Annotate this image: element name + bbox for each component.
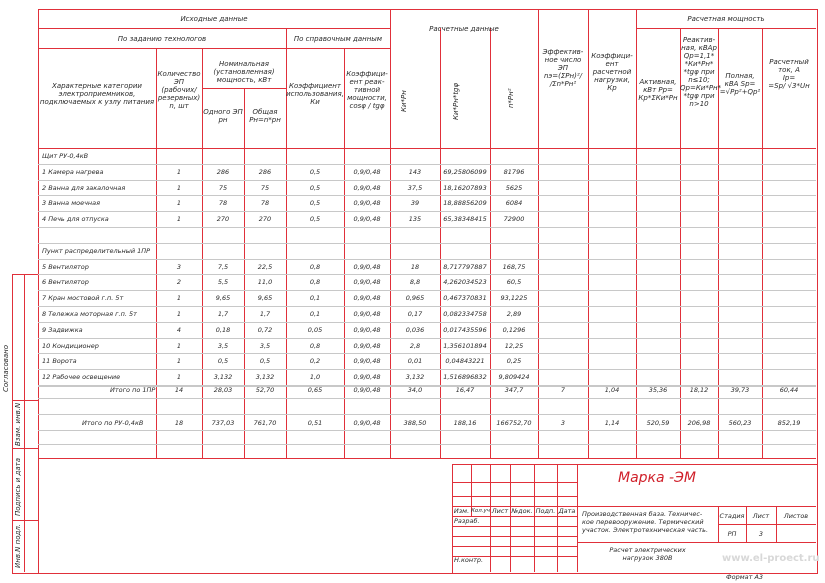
stamp-listov: Листов [783,512,809,520]
row-cell-kipn: 37,5 [407,183,423,192]
stamp-razrab: Разраб. [454,517,480,525]
row-cell-pn: 1,7 [217,310,229,318]
header-source-data: Исходные данные [180,15,248,23]
row-cell-kipntg: 0,467370831 [443,294,487,303]
stamp-list-val: 3 [758,530,764,538]
row-cell-Pn: 78 [260,199,270,208]
row-cell-n: 1 [176,373,182,382]
row-cell-cos: 0,9/0,48 [353,262,381,271]
row-cell-pn: 270 [216,215,230,224]
row-name: Щит РУ-0,4кВ [42,152,89,160]
row-cell-pn: 3,132 [213,373,233,382]
row-cell-ki: 0,2 [309,357,321,366]
row-cell-kipntg: 0,017435596 [443,325,487,334]
row-cell-n: 1 [176,183,182,192]
stamp-project: Производственная база. Техничес- кое перевооружение. Термический участок. Электротехническая часть. [582,510,709,534]
row-cell-kipntg: 65,38348415 [443,215,487,224]
row-cell-kipn: 0,01 [407,357,423,366]
col-one: Одного ЭП pн [203,108,243,124]
row-cell-npn2: 0,25 [506,357,522,366]
row-cell-n: 1 [176,215,182,224]
col-ne: Эффектив- ное число ЭП nэ=(ΣPн)²/ /Σn*Pн² [542,48,584,88]
row-cell-kipntg: 18,88856209 [443,199,487,208]
row-cell-n: 1 [176,294,182,303]
row-cell-n: 1 [176,199,182,208]
watermark: www.el-proect.ru [722,553,820,564]
row-cell-cos: 0,9/0,48 [353,341,381,350]
row-cell-npn2: 5625 [505,183,523,192]
stamp-kuch: Кол.уч [471,508,491,514]
sidebar-inv: Инв.N подл. [14,523,22,568]
header-by-reference: По справочным данным [293,35,383,43]
row-cell-Pn: 270 [258,215,272,224]
row-name: 10 Кондиционер [42,341,99,350]
row-cell-cos: 0,9/0,48 [353,310,381,318]
row-name: 12 Рабочее освещение [42,373,121,382]
row-cell-ki: 1,0 [309,373,321,382]
row-cell-cos: 0,9/0,48 [353,167,381,176]
row-name: 7 Кран мостовой г.п. 5т [42,294,124,303]
row-cell-pn: 5,5 [217,278,229,287]
col-category: Характерные категории электроприемников, подключаемых к узлу питания [39,82,155,106]
row-cell-kipntg: 1,516896832 [443,373,487,382]
col-npn2: n*Pн² [507,88,515,108]
row-cell-Pn: 22,5 [257,262,273,271]
row-cell-npn2: 0,1296 [502,325,526,334]
col-nominal: Номинальная (установленная) мощность, кВт [213,60,275,84]
row-cell-Pn: 3,132 [255,373,275,382]
row-cell-kipn: 143 [408,167,422,176]
row-cell-n: 3 [176,262,182,271]
row-cell-pn: 78 [218,199,228,208]
row-cell-cos: 0,9/0,48 [353,183,381,192]
row-cell-pn: 9,65 [215,294,231,303]
col-count: Количество ЭП (рабочих/ резервных) n, шт [157,70,201,110]
row-cell-kipn: 0,17 [407,310,423,318]
row-cell-Pn: 9,65 [257,294,273,303]
row-cell-cos: 0,9/0,48 [353,215,381,224]
stamp-nkontr: Н.контр. [454,556,484,564]
col-ki: Коэффициент использования, Ки [286,82,344,106]
row-cell-ki: 0,1 [309,294,321,303]
col-current: Расчетный ток, А Ip= =Sp/ √3*Uн [768,58,810,90]
row-name: 5 Вентилятор [42,262,89,271]
header-calc-data: Расчетные данные [429,25,499,33]
row-cell-kipn: 2,8 [409,341,421,350]
row-cell-n: 1 [176,167,182,176]
col-kp: Коэффици- ент расчетной нагрузки, Кр [591,52,633,92]
sidebar-podpis: Подпись и дата [14,458,22,516]
col-active: Активная, кВт Рр= Кр*ΣКи*Рн [638,78,678,102]
row-name: 6 Вентилятор [42,278,89,287]
row-cell-kipntg: 0,04843221 [445,357,485,366]
row-cell-Pn: 286 [258,167,272,176]
row-cell-kipn: 18 [410,262,420,271]
row-cell-ki: 0,8 [309,278,321,287]
row-cell-cos: 0,9/0,48 [353,357,381,366]
row-cell-ki: 0,8 [309,262,321,271]
row-cell-ki: 0,5 [309,183,321,192]
row-cell-kipntg: 4,262034523 [443,278,487,287]
row-cell-pn: 7,5 [217,262,229,271]
row-name: 2 Ванна для закалочная [42,183,126,192]
row-cell-npn2: 2,89 [506,310,522,318]
stamp-podp: Подп. [535,507,556,515]
row-cell-cos: 0,9/0,48 [353,294,381,303]
row-cell-kipntg: 69,25806099 [443,167,487,176]
stamp-mark: Марка -ЭМ [618,470,696,486]
col-kipntg: Ки*Рн*tgφ [452,82,460,120]
row-name: Пункт распределительный 1ПР [42,246,151,255]
header-calc-power: Расчетная мощность [687,15,765,23]
row-cell-n: 4 [176,325,182,334]
row-cell-npn2: 81796 [503,167,525,176]
row-cell-ki: 0,5 [309,215,321,224]
row-cell-n: 2 [176,278,182,287]
sidebar-vzam: Взам. инв.N [14,402,22,446]
row-cell-kipn: 8,8 [409,278,421,287]
row-cell-pn: 3,5 [217,341,229,350]
row-name: 4 Печь для отпуска [42,215,109,224]
row-cell-pn: 0,5 [217,357,229,366]
row-cell-kipn: 0,036 [405,325,425,334]
row-cell-npn2: 93,1225 [500,294,528,303]
row-cell-Pn: 75 [260,183,270,192]
row-cell-n: 1 [176,310,182,318]
row-cell-ki: 0,1 [309,310,321,318]
row-cell-Pn: 1,7 [259,310,271,318]
row-cell-npn2: 72900 [503,215,525,224]
stamp-list: Лист [491,507,509,515]
row-cell-cos: 0,9/0,48 [353,278,381,287]
row-cell-ki: 0,8 [309,341,321,350]
row-cell-npn2: 168,75 [502,262,526,271]
row-cell-kipntg: 1,356101894 [443,341,487,350]
stamp-sheet-title: Расчет электрических нагрузок 380В [609,546,686,562]
row-name: 3 Ванна моечная [42,199,101,208]
col-full: Полная, кВА Sp= =√Pp²+Qp² [719,72,761,96]
stamp-izm: Изм. [453,507,470,515]
row-cell-kipntg: 18,16207893 [443,183,487,192]
row-cell-cos: 0,9/0,48 [353,199,381,208]
row-cell-ki: 0,5 [309,199,321,208]
sidebar-soglasovano: Согласовано [2,344,10,392]
row-cell-Pn: 0,5 [259,357,271,366]
col-kipn: Ки*Рн [400,90,408,112]
stamp-format: Формат А3 [726,573,764,581]
row-name: 9 Задвижка [42,325,83,334]
row-cell-npn2: 6084 [505,199,523,208]
col-cos: Коэффици- ент реак- тивной мощности, cosφ / tgφ [346,70,388,110]
row-cell-npn2: 12,25 [504,341,524,350]
col-reactive: Реактив- ная, кВАр Qp=1,1* *Ки*Рн* *tgφ при n≤10; Qp=Ки*Рн* *tgφ при n>10 [680,36,722,108]
row-cell-kipn: 135 [408,215,422,224]
row-cell-Pn: 11,0 [257,278,273,287]
stamp-data: Дата [558,507,576,515]
row-cell-pn: 75 [218,183,228,192]
row-cell-kipn: 3,132 [405,373,425,382]
stamp-stadia-val: РП [727,530,737,538]
row-cell-ki: 0,5 [309,167,321,176]
row-cell-n: 1 [176,341,182,350]
row-name: 8 Тележка моторная г.п. 5т [42,310,137,318]
header-by-tech-task: По заданию технологов [117,35,207,43]
row-cell-npn2: 60,5 [506,278,522,287]
col-total: Общая Pн=n*pн [249,108,281,124]
row-cell-Pn: 3,5 [259,341,271,350]
row-cell-cos: 0,9/0,48 [353,325,381,334]
stamp-stadia: Стадия [719,512,745,520]
row-name: 11 Ворота [42,357,77,366]
row-cell-pn: 0,18 [215,325,231,334]
row-cell-ki: 0,05 [307,325,323,334]
row-cell-kipntg: 8,717797887 [443,262,487,271]
row-cell-cos: 0,9/0,48 [353,373,381,382]
row-cell-Pn: 0,72 [257,325,273,334]
row-cell-pn: 286 [216,167,230,176]
stamp-ndok: №док. [511,507,533,515]
row-cell-kipntg: 0,082334758 [443,310,487,318]
row-cell-npn2: 9,809424 [498,373,530,382]
row-name: 1 Камера нагрева [42,167,104,176]
row-cell-n: 1 [176,357,182,366]
row-cell-kipn: 0,965 [405,294,425,303]
row-cell-kipn: 39 [410,199,420,208]
stamp-list2: Лист [752,512,770,520]
